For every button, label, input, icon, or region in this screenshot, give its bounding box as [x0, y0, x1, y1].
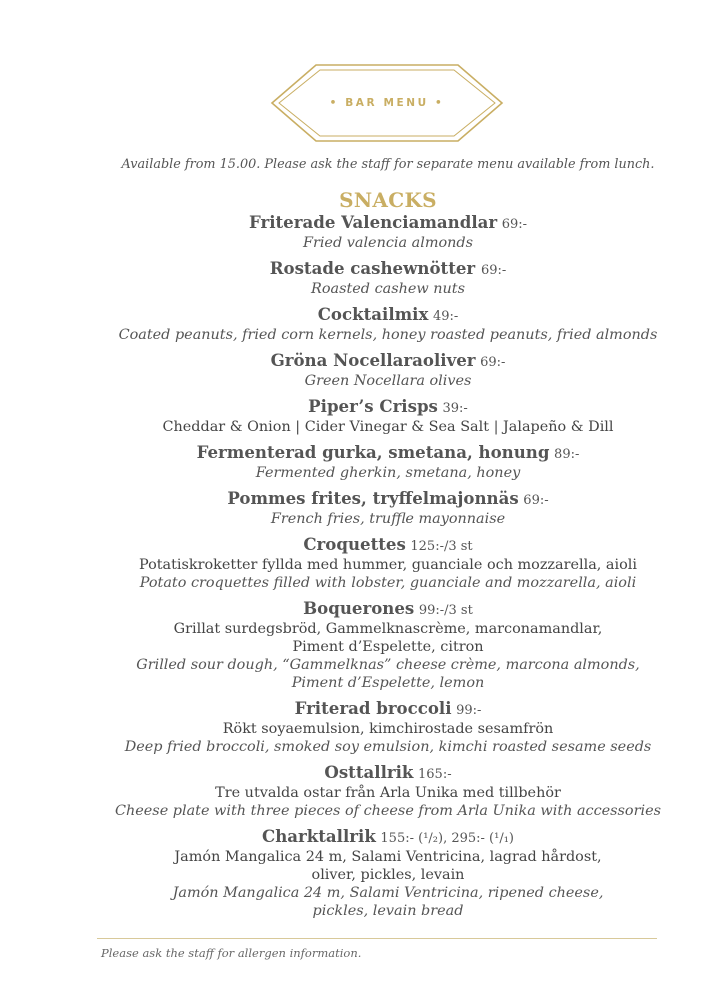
menu-item — [0, 212, 705, 252]
menu-item-title — [0, 258, 705, 280]
menu-item-description-sv: oliver, pickles, levain — [311, 867, 465, 883]
menu-item-price: 49:- — [432, 309, 459, 324]
menu-item — [0, 350, 705, 390]
menu-item-description-en: Coated peanuts, fried corn kernels, honey roasted peanuts, fried almonds — [118, 327, 658, 343]
menu-item-name: Cocktailmix — [317, 304, 429, 324]
menu-item-name: Charktallrik — [261, 826, 376, 846]
menu-item-title — [0, 534, 705, 556]
menu-item-description-en: Fermented gherkin, smetana, honey — [255, 465, 521, 481]
menu-item-description-en: Jamón Mangalica 24 m, Salami Ventricina, ripened cheese, — [172, 885, 604, 901]
menu-item-description-sv: Rökt soyaemulsion, kimchirostade sesamfrön — [222, 721, 554, 737]
footer-divider — [97, 938, 657, 939]
menu-item-description-sv: Jamón Mangalica 24 m, Salami Ventricina, lagrad hårdost, — [174, 849, 602, 865]
menu-item-name: Friterad broccoli — [294, 698, 452, 718]
menu-item-title — [0, 396, 705, 418]
menu-item-title — [0, 762, 705, 784]
menu-item-description-sv: Potatiskroketter fyllda med hummer, guanciale och mozzarella, aioli — [139, 557, 637, 573]
menu-item-description-sv: Tre utvalda ostar från Arla Unika med tillbehör — [215, 785, 561, 801]
menu-item-price: 99:- — [456, 703, 482, 718]
menu-item — [0, 258, 705, 298]
menu-item-description-en: Potato croquettes filled with lobster, guanciale and mozzarella, aioli — [139, 575, 637, 591]
menu-items-list — [0, 212, 705, 926]
menu-item — [0, 598, 705, 692]
menu-item-name: Pommes frites, tryffelmajonnäs — [227, 488, 519, 508]
menu-item-description-sv: Piment d’Espelette, citron — [292, 639, 484, 655]
menu-item — [0, 534, 705, 592]
menu-item-price: 69:- — [480, 355, 506, 370]
menu-item — [0, 304, 705, 344]
menu-item-name: Rostade cashewnötter — [269, 258, 481, 278]
menu-item-name: Friterade Valenciamandlar — [248, 212, 498, 232]
menu-item-description-en: Cheese plate with three pieces of cheese from Arla Unika with accessories — [115, 803, 661, 819]
menu-item-title — [0, 826, 705, 848]
menu-item-name: Piper’s Crisps — [308, 396, 438, 416]
availability-note: Available from 15.00. Please ask the staff for separate menu available from lunch. — [121, 157, 655, 172]
menu-item-description-en: Piment d’Espelette, lemon — [291, 675, 485, 691]
menu-item-price: 69:- — [480, 263, 507, 278]
menu-item-description-en: Deep fried broccoli, smoked soy emulsion, kimchi roasted sesame seeds — [124, 739, 652, 755]
menu-item-price: 69:- — [501, 217, 528, 232]
menu-item-name: Croquettes — [303, 534, 406, 554]
menu-item-title — [0, 598, 705, 620]
allergen-note: Please ask the staff for allergen information. — [101, 946, 362, 960]
menu-item-name: Fermenterad gurka, smetana, honung — [196, 442, 550, 462]
menu-item — [0, 826, 705, 920]
menu-item-description-en: French fries, truffle mayonnaise — [270, 511, 506, 527]
menu-item-description-en: Fried valencia almonds — [302, 235, 474, 251]
menu-item-description-en: Grilled sour dough, “Gammelknas” cheese crème, marcona almonds, — [136, 657, 640, 673]
menu-item-title — [0, 488, 705, 510]
menu-item — [0, 396, 705, 436]
menu-item-price: 69:- — [523, 493, 549, 508]
menu-item-price: 89:- — [554, 447, 580, 462]
menu-item — [0, 698, 705, 756]
menu-item-name: Osttallrik — [324, 762, 414, 782]
menu-item-title — [0, 304, 705, 326]
logo-text: • BAR MENU • — [329, 97, 445, 109]
menu-item-name: Boquerones — [303, 598, 415, 618]
menu-item-description-en: pickles, levain bread — [312, 903, 464, 919]
menu-item — [0, 762, 705, 820]
menu-item-price: 165:- — [418, 767, 452, 782]
menu-item-price: 155:- (¹/₂), 295:- (¹/₁) — [380, 831, 514, 846]
menu-item-price: 99:-/3 st — [418, 603, 473, 618]
section-title-snacks: SNACKS — [339, 188, 437, 212]
menu-item — [0, 488, 705, 528]
menu-item-title — [0, 212, 705, 234]
menu-item — [0, 442, 705, 482]
menu-item-title — [0, 698, 705, 720]
menu-item-name: Gröna Nocellaraoliver — [270, 350, 476, 370]
menu-item-title — [0, 442, 705, 464]
menu-item-description-en: Roasted cashew nuts — [311, 281, 465, 297]
bar-menu-logo — [270, 62, 504, 144]
menu-item-description-en: Green Nocellara olives — [304, 373, 472, 389]
menu-item-title — [0, 350, 705, 372]
menu-item-price: 39:- — [442, 401, 468, 416]
menu-item-description-sv: Cheddar & Onion | Cider Vinegar & Sea Salt | Jalapeño & Dill — [162, 419, 614, 435]
menu-item-description-sv: Grillat surdegsbröd, Gammelknascrème, marconamandlar, — [173, 621, 603, 637]
menu-item-price: 125:-/3 st — [410, 539, 473, 554]
